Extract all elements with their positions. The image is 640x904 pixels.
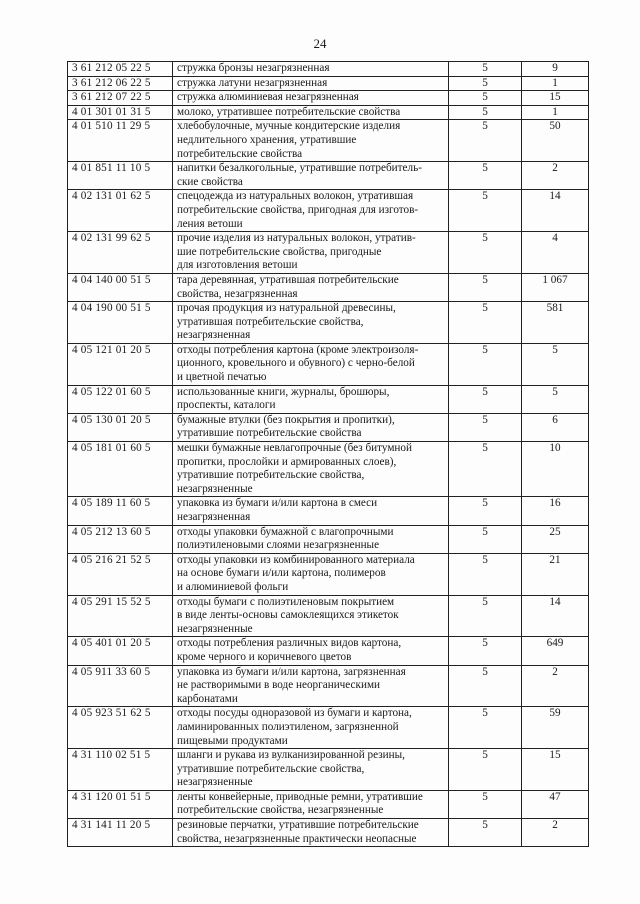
table-row (68, 442, 589, 497)
waste-code-cell-text: 4 31 141 11 20 5 (72, 819, 151, 832)
quantity-cell-text: 25 (549, 525, 561, 538)
waste-code-cell (68, 413, 173, 441)
waste-name-cell (173, 162, 449, 190)
page-number: 24 (313, 36, 327, 51)
hazard-class-cell-text: 5 (482, 790, 488, 803)
waste-name-cell-text: молоко, утратившее потребительские свойства (177, 105, 401, 118)
hazard-class-cell (449, 91, 522, 106)
hazard-class-cell-text: 5 (482, 595, 488, 608)
waste-name-cell (173, 62, 449, 77)
waste-name-cell (173, 819, 449, 847)
table-row (68, 120, 589, 162)
quantity-cell (522, 385, 589, 413)
waste-name-cell (173, 385, 449, 413)
hazard-class-cell-text: 5 (482, 162, 488, 175)
hazard-class-cell (449, 62, 522, 77)
waste-code-cell-text: 4 05 923 51 62 5 (72, 707, 151, 720)
waste-name-cell-text: бумажные втулки (без покрытия и пропитки), утратившие потребительские свойства (177, 413, 395, 440)
table-row (68, 553, 589, 595)
waste-code-cell-text: 4 05 212 13 60 5 (72, 525, 151, 538)
waste-name-cell-text: мешки бумажные невлагопрочные (без битумной пропитки, прослойки и армированных слоев), утратившие потребительские свойства, незагрязненные (177, 442, 412, 495)
quantity-cell (522, 442, 589, 497)
table-row (68, 665, 589, 707)
quantity-cell-text: 47 (549, 790, 561, 803)
quantity-cell (522, 553, 589, 595)
waste-name-cell-text: стружка бронзы незагрязненная (177, 62, 330, 74)
table-row (68, 76, 589, 91)
hazard-class-cell (449, 343, 522, 385)
waste-code-cell-text: 4 05 911 33 60 5 (72, 665, 151, 678)
waste-code-cell (68, 707, 173, 749)
hazard-class-cell-text: 5 (482, 819, 488, 832)
waste-name-cell-text: резиновые перчатки, утратившие потребительские свойства, незагрязненные практически неопасные (177, 819, 419, 845)
hazard-class-cell (449, 790, 522, 818)
waste-name-cell-text: прочая продукция из натуральной древесины, утратившая потребительские свойства, незагрязненная (177, 302, 396, 342)
waste-name-cell-text: отходы упаковки из комбинированного материала на основе бумаги и/или картона, полимеров и алюминиевой фольги (177, 553, 415, 593)
waste-code-cell-text: 4 05 189 11 60 5 (72, 497, 151, 510)
quantity-cell (522, 76, 589, 91)
waste-name-cell (173, 120, 449, 162)
waste-name-cell (173, 637, 449, 665)
waste-code-cell (68, 790, 173, 818)
table-row (68, 595, 589, 637)
waste-code-cell (68, 385, 173, 413)
waste-name-cell-text: использованные книги, журналы, брошюры, проспекты, каталоги (177, 385, 390, 412)
quantity-cell-text: 5 (552, 343, 558, 356)
waste-code-cell (68, 497, 173, 525)
waste-name-cell-text: напитки безалкогольные, утратившие потребитель- ские свойства (177, 162, 422, 188)
quantity-cell (522, 707, 589, 749)
table-row (68, 413, 589, 441)
hazard-class-cell-text: 5 (482, 497, 488, 510)
waste-code-cell-text: 4 01 851 11 10 5 (72, 162, 151, 175)
waste-name-cell-text: отходы потребления различных видов картона, кроме черного и коричневого цветов (177, 637, 402, 663)
waste-name-cell (173, 749, 449, 791)
quantity-cell-text: 15 (549, 749, 561, 762)
table-row (68, 302, 589, 344)
quantity-cell-text: 1 (552, 76, 558, 89)
waste-code-cell (68, 273, 173, 301)
hazard-class-cell (449, 595, 522, 637)
hazard-class-cell-text: 5 (482, 302, 488, 315)
hazard-class-cell (449, 302, 522, 344)
waste-code-cell-text: 4 01 301 01 31 5 (72, 105, 151, 118)
quantity-cell-text: 21 (549, 553, 561, 566)
hazard-class-cell (449, 190, 522, 232)
quantity-cell-text: 6 (552, 413, 558, 426)
hazard-class-cell (449, 232, 522, 274)
table-row (68, 819, 589, 847)
waste-code-cell (68, 120, 173, 162)
waste-name-cell (173, 273, 449, 301)
waste-name-cell (173, 595, 449, 637)
table-row (68, 749, 589, 791)
hazard-class-cell (449, 76, 522, 91)
hazard-class-cell-text: 5 (482, 442, 488, 455)
waste-name-cell (173, 232, 449, 274)
waste-code-cell (68, 553, 173, 595)
waste-name-cell-text: отходы посуды одноразовой из бумаги и картона, ламинированных полиэтиленом, загрязненной пищевыми продуктами (177, 707, 412, 747)
waste-code-cell (68, 91, 173, 106)
quantity-cell-text: 14 (549, 190, 561, 203)
waste-code-cell-text: 4 02 131 99 62 5 (72, 232, 151, 245)
quantity-cell-text: 4 (552, 232, 558, 245)
quantity-cell-text: 16 (549, 497, 561, 510)
quantity-cell (522, 595, 589, 637)
waste-code-cell-text: 4 05 216 21 52 5 (72, 553, 151, 566)
quantity-cell (522, 120, 589, 162)
waste-name-cell-text: прочие изделия из натуральных волокон, утратив- шие потребительские свойства, пригодные для изготовления ветоши (177, 232, 416, 272)
waste-name-cell (173, 413, 449, 441)
waste-code-cell-text: 4 02 131 01 62 5 (72, 190, 151, 203)
waste-code-cell (68, 105, 173, 120)
quantity-cell (522, 162, 589, 190)
table-row (68, 62, 589, 77)
waste-name-cell-text: упаковка из бумаги и/или картона в смеси незагрязненная (177, 497, 378, 523)
quantity-cell-text: 2 (552, 162, 558, 175)
quantity-cell-text: 2 (552, 665, 558, 678)
hazard-class-cell-text: 5 (482, 190, 488, 203)
waste-name-cell-text: отходы упаковки бумажной с влагопрочными полиэтиленовыми слоями незагрязненные (177, 525, 394, 552)
hazard-class-cell-text: 5 (482, 637, 488, 650)
waste-name-cell-text: отходы потребления картона (кроме электроизоля- ционного, кровельного и обувного) с черно-белой и цветной печатью (177, 343, 419, 384)
waste-name-cell (173, 525, 449, 553)
hazard-class-cell (449, 442, 522, 497)
hazard-class-cell-text: 5 (482, 62, 488, 74)
hazard-class-cell (449, 553, 522, 595)
table-row (68, 232, 589, 274)
waste-code-cell (68, 442, 173, 497)
hazard-class-cell (449, 413, 522, 441)
hazard-class-cell-text: 5 (482, 553, 488, 566)
quantity-cell (522, 413, 589, 441)
table-row (68, 105, 589, 120)
hazard-class-cell (449, 707, 522, 749)
waste-name-cell (173, 91, 449, 106)
quantity-cell (522, 302, 589, 344)
waste-code-cell-text: 4 05 121 01 20 5 (72, 343, 151, 356)
waste-code-cell-text: 4 05 130 01 20 5 (72, 413, 151, 426)
waste-code-cell (68, 190, 173, 232)
waste-code-cell-text: 4 05 122 01 60 5 (72, 385, 151, 398)
quantity-cell (522, 790, 589, 818)
waste-code-cell (68, 749, 173, 791)
waste-code-cell-text: 4 05 401 01 20 5 (72, 637, 151, 650)
table-row (68, 343, 589, 385)
waste-code-cell-text: 4 05 291 15 52 5 (72, 595, 151, 608)
hazard-class-cell (449, 637, 522, 665)
table-row (68, 273, 589, 301)
quantity-cell-text: 649 (546, 637, 564, 650)
waste-name-cell (173, 665, 449, 707)
quantity-cell-text: 15 (549, 91, 561, 104)
hazard-class-cell-text: 5 (482, 749, 488, 762)
hazard-class-cell (449, 819, 522, 847)
hazard-class-cell (449, 120, 522, 162)
waste-code-cell (68, 62, 173, 77)
waste-code-cell-text: 4 31 110 02 51 5 (72, 749, 151, 762)
hazard-class-cell-text: 5 (482, 232, 488, 245)
table-row (68, 162, 589, 190)
hazard-class-cell-text: 5 (482, 105, 488, 118)
waste-name-cell (173, 343, 449, 385)
waste-code-cell-text: 3 61 212 05 22 5 (72, 62, 151, 74)
waste-code-cell-text: 4 04 140 00 51 5 (72, 273, 151, 286)
quantity-cell-text: 14 (549, 595, 561, 608)
waste-name-cell-text: тара деревянная, утратившая потребительские свойства, незагрязненная (177, 273, 399, 300)
waste-name-cell (173, 790, 449, 818)
table-row (68, 190, 589, 232)
hazard-class-cell (449, 665, 522, 707)
hazard-class-cell-text: 5 (482, 413, 488, 426)
waste-name-cell-text: упаковка из бумаги и/или картона, загрязненная не растворимыми в воде неорганическими карбонатами (177, 665, 406, 705)
hazard-class-cell (449, 525, 522, 553)
quantity-cell (522, 819, 589, 847)
table-row (68, 707, 589, 749)
waste-code-cell (68, 525, 173, 553)
hazard-class-cell-text: 5 (482, 665, 488, 678)
table-row (68, 91, 589, 106)
hazard-class-cell-text: 5 (482, 343, 488, 356)
quantity-cell-text: 1 067 (542, 273, 568, 286)
waste-name-cell (173, 302, 449, 344)
waste-code-cell (68, 162, 173, 190)
waste-code-cell (68, 343, 173, 385)
hazard-class-cell (449, 749, 522, 791)
quantity-cell (522, 91, 589, 106)
quantity-cell (522, 273, 589, 301)
hazard-class-cell (449, 105, 522, 120)
table-row (68, 525, 589, 553)
quantity-cell-text: 9 (552, 62, 558, 74)
quantity-cell (522, 497, 589, 525)
table-row (68, 637, 589, 665)
quantity-cell-text: 1 (552, 105, 558, 118)
quantity-cell-text: 581 (546, 302, 564, 315)
hazard-class-cell-text: 5 (482, 76, 488, 89)
quantity-cell (522, 637, 589, 665)
hazard-class-cell (449, 273, 522, 301)
waste-name-cell (173, 553, 449, 595)
waste-name-cell-text: стружка алюминиевая незагрязненная (177, 91, 359, 104)
waste-code-cell-text: 3 61 212 06 22 5 (72, 76, 151, 89)
hazard-class-cell-text: 5 (482, 120, 488, 133)
waste-name-cell (173, 190, 449, 232)
waste-name-cell (173, 76, 449, 91)
hazard-class-cell (449, 497, 522, 525)
hazard-class-cell (449, 385, 522, 413)
waste-name-cell (173, 497, 449, 525)
quantity-cell (522, 105, 589, 120)
waste-code-cell-text: 4 04 190 00 51 5 (72, 302, 151, 315)
waste-name-cell-text: хлебобулочные, мучные кондитерские изделия недлительного хранения, утратившие потребительские свойства (177, 120, 401, 160)
waste-name-cell (173, 707, 449, 749)
hazard-class-cell (449, 162, 522, 190)
waste-name-cell (173, 442, 449, 497)
waste-name-cell-text: стружка латуни незагрязненная (177, 76, 328, 89)
waste-code-cell (68, 232, 173, 274)
waste-code-cell-text: 3 61 212 07 22 5 (72, 91, 151, 104)
quantity-cell (522, 665, 589, 707)
waste-code-cell-text: 4 31 120 01 51 5 (72, 790, 151, 803)
waste-table (67, 61, 589, 847)
waste-code-cell (68, 637, 173, 665)
table-row (68, 790, 589, 818)
quantity-cell-text: 10 (549, 442, 561, 455)
quantity-cell (522, 232, 589, 274)
quantity-cell-text: 5 (552, 385, 558, 398)
hazard-class-cell-text: 5 (482, 707, 488, 720)
waste-code-cell-text: 4 05 181 01 60 5 (72, 442, 151, 455)
waste-name-cell-text: ленты конвейерные, приводные ремни, утратившие потребительские свойства, незагрязненные (177, 790, 423, 817)
table-row (68, 497, 589, 525)
quantity-cell (522, 190, 589, 232)
quantity-cell-text: 59 (549, 707, 561, 720)
waste-name-cell-text: отходы бумаги с полиэтиленовым покрытием в виде ленты-основы самоклеящихся этикеток незагрязненные (177, 595, 399, 635)
quantity-cell (522, 749, 589, 791)
hazard-class-cell-text: 5 (482, 91, 488, 104)
waste-code-cell (68, 76, 173, 91)
hazard-class-cell-text: 5 (482, 525, 488, 538)
waste-code-cell (68, 302, 173, 344)
quantity-cell (522, 525, 589, 553)
waste-code-cell (68, 595, 173, 637)
quantity-cell-text: 2 (552, 819, 558, 832)
waste-code-cell (68, 665, 173, 707)
waste-name-cell-text: шланги и рукава из вулканизированной резины, утратившие потребительские свойства, незагрязненные (177, 749, 405, 789)
waste-code-cell-text: 4 01 510 11 29 5 (72, 120, 151, 133)
waste-name-cell-text: спецодежда из натуральных волокон, утратившая потребительские свойства, пригодная для изготов- ления ветоши (177, 190, 419, 230)
table-row (68, 385, 589, 413)
quantity-cell-text: 50 (549, 120, 561, 133)
waste-name-cell (173, 105, 449, 120)
quantity-cell (522, 343, 589, 385)
quantity-cell (522, 62, 589, 77)
hazard-class-cell-text: 5 (482, 273, 488, 286)
waste-code-cell (68, 819, 173, 847)
hazard-class-cell-text: 5 (482, 385, 488, 398)
